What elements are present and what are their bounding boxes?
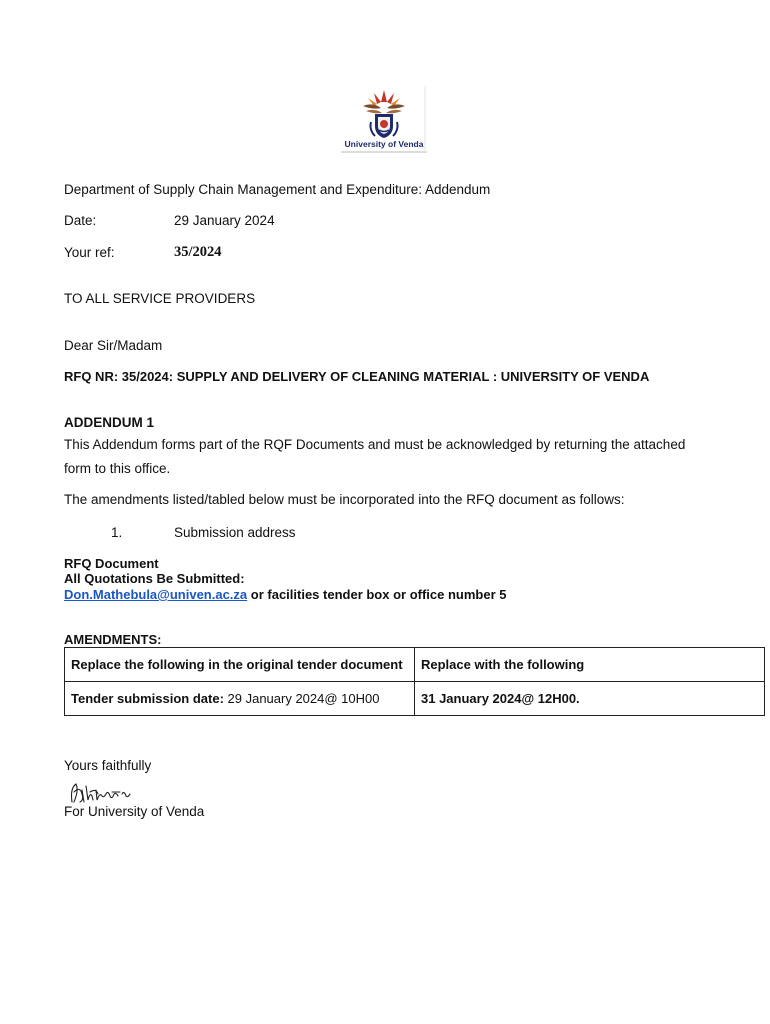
table-header-left: Replace the following in the original tender document: [65, 648, 415, 682]
amendments-table: [64, 647, 765, 716]
list-item-number: 1.: [111, 525, 123, 540]
date-label: Date:: [64, 213, 97, 228]
rfq-document-label: RFQ Document: [64, 556, 159, 571]
date-value: 29 January 2024: [174, 213, 275, 228]
tender-date-original: 29 January 2024@ 10H00: [223, 691, 380, 706]
signature-image: [66, 778, 132, 806]
recipient-line: TO ALL SERVICE PROVIDERS: [64, 291, 256, 306]
subject-line: RFQ NR: 35/2024: SUPPLY AND DELIVERY OF CLEANING MATERIAL : UNIVERSITY OF VENDA: [64, 369, 650, 384]
department-line: Department of Supply Chain Management and Expenditure: Addendum: [64, 182, 491, 197]
amendments-heading: AMENDMENTS:: [64, 632, 162, 647]
table-row: [65, 682, 765, 716]
list-item-text: Submission address: [174, 525, 296, 540]
table-row-left: [65, 682, 415, 716]
quotations-submitted-label: All Quotations Be Submitted:: [64, 571, 245, 586]
tender-date-label: Tender submission date:: [71, 691, 224, 706]
table-header-row: [65, 648, 765, 682]
submission-address-line: [64, 587, 507, 602]
addendum-heading: ADDENDUM 1: [64, 415, 155, 430]
addendum-paragraph-line2: form to this office.: [64, 461, 171, 476]
amendments-intro: The amendments listed/tabled below must be incorporated into the RFQ document as follows:: [64, 492, 625, 507]
addendum-paragraph-line1: This Addendum forms part of the RQF Documents and must be acknowledged by returning the attached: [64, 437, 686, 452]
valediction: Yours faithfully: [64, 758, 152, 773]
email-link[interactable]: Don.Mathebula@univen.ac.za: [64, 587, 248, 602]
ref-value: 35/2024: [174, 244, 222, 260]
signatory-line: For University of Venda: [64, 804, 205, 819]
submission-address-rest: or facilities tender box or office number 5: [247, 587, 507, 602]
salutation: Dear Sir/Madam: [64, 338, 163, 353]
logo-caption: University of Venda: [344, 139, 424, 149]
ref-label: Your ref:: [64, 245, 115, 260]
tender-date-replacement: 31 January 2024@ 12H00.: [415, 682, 765, 716]
table-header-right: Replace with the following: [415, 648, 765, 682]
